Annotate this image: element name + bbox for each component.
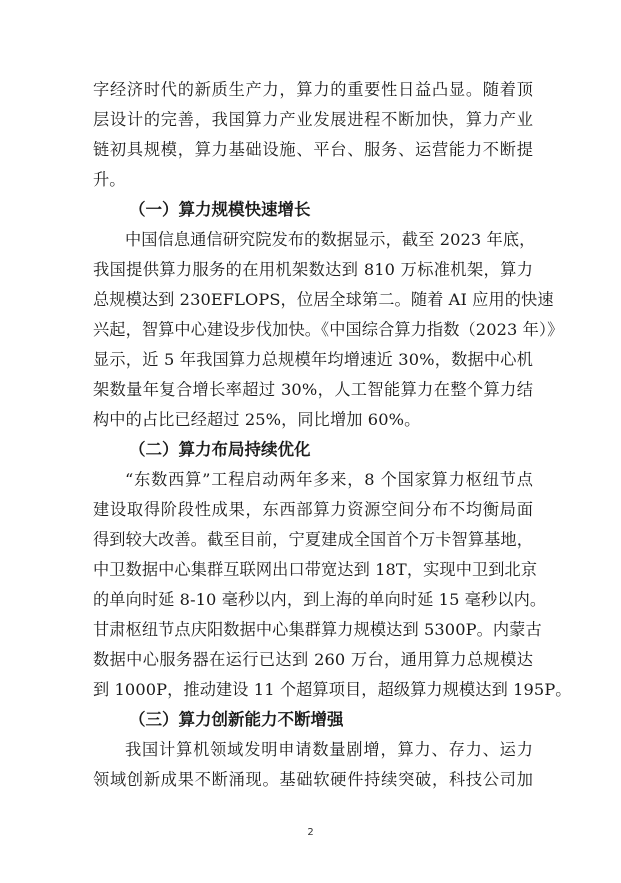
text-line: 得到较大改善。截至目前，宁夏建成全国首个万卡智算基地，	[93, 530, 533, 549]
text-line: 字经济时代的新质生产力，算力的重要性日益凸显。随着顶	[93, 80, 533, 99]
text-line: 到 1000P，推动建设 11 个超算项目，超级算力规模达到 195P。	[93, 680, 572, 699]
text-line: “东数西算”工程启动两年多来，8 个国家算力枢纽节点	[125, 470, 533, 489]
paragraph-compute-layout	[93, 465, 572, 705]
text-line: 我国提供算力服务的在用机架数达到 810 万标准机架，算力	[93, 260, 533, 279]
text-line: 领域创新成果不断涌现。基础软硬件持续突破，科技公司加	[93, 770, 533, 789]
text-line: 架数量年复合增长率超过 30%，人工智能算力在整个算力结	[93, 380, 533, 399]
text-line: 兴起，智算中心建设步伐加快。《中国综合算力指数（2023 年）》	[93, 320, 564, 339]
text-line: 我国计算机领域发明申请数量剧增，算力、存力、运力	[125, 740, 533, 759]
text-line: 数据中心服务器在运行已达到 260 万台，通用算力总规模达	[93, 650, 533, 669]
text-line: 中国信息通信研究院发布的数据显示，截至 2023 年底，	[125, 230, 536, 249]
document-body	[93, 75, 572, 795]
text-line: 中卫数据中心集群互联网出口带宽达到 18T，实现中卫到北京	[93, 560, 538, 579]
text-line: 的单向时延 8-10 毫秒以内，到上海的单向时延 15 毫秒以内。	[93, 590, 547, 609]
text-line: 总规模达到 230EFLOPS，位居全球第二。随着 AI 应用的快速	[93, 290, 554, 309]
text-line: 构中的占比已经超过 25%，同比增加 60%。	[93, 410, 421, 429]
text-line: 显示，近 5 年我国算力总规模年均增速近 30%，数据中心机	[93, 350, 533, 369]
text-line: 层设计的完善，我国算力产业发展进程不断加快，算力产业	[93, 110, 533, 129]
page-number: 2	[307, 827, 314, 838]
text-line: 建设取得阶段性成果，东西部算力资源空间分布不均衡局面	[93, 500, 533, 519]
section-heading-2: （二）算力布局持续优化	[129, 440, 311, 459]
paragraph-innovation	[93, 735, 533, 795]
text-line: 升。	[93, 170, 126, 189]
text-line: 甘肃枢纽节点庆阳数据中心集群算力规模达到 5300P。内蒙古	[93, 620, 542, 639]
paragraph-compute-scale	[93, 225, 564, 435]
paragraph-intro	[93, 75, 533, 195]
section-heading-1: （一）算力规模快速增长	[129, 200, 311, 219]
text-line: 链初具规模，算力基础设施、平台、服务、运营能力不断提	[93, 140, 533, 159]
section-heading-3: （三）算力创新能力不断增强	[129, 710, 344, 729]
